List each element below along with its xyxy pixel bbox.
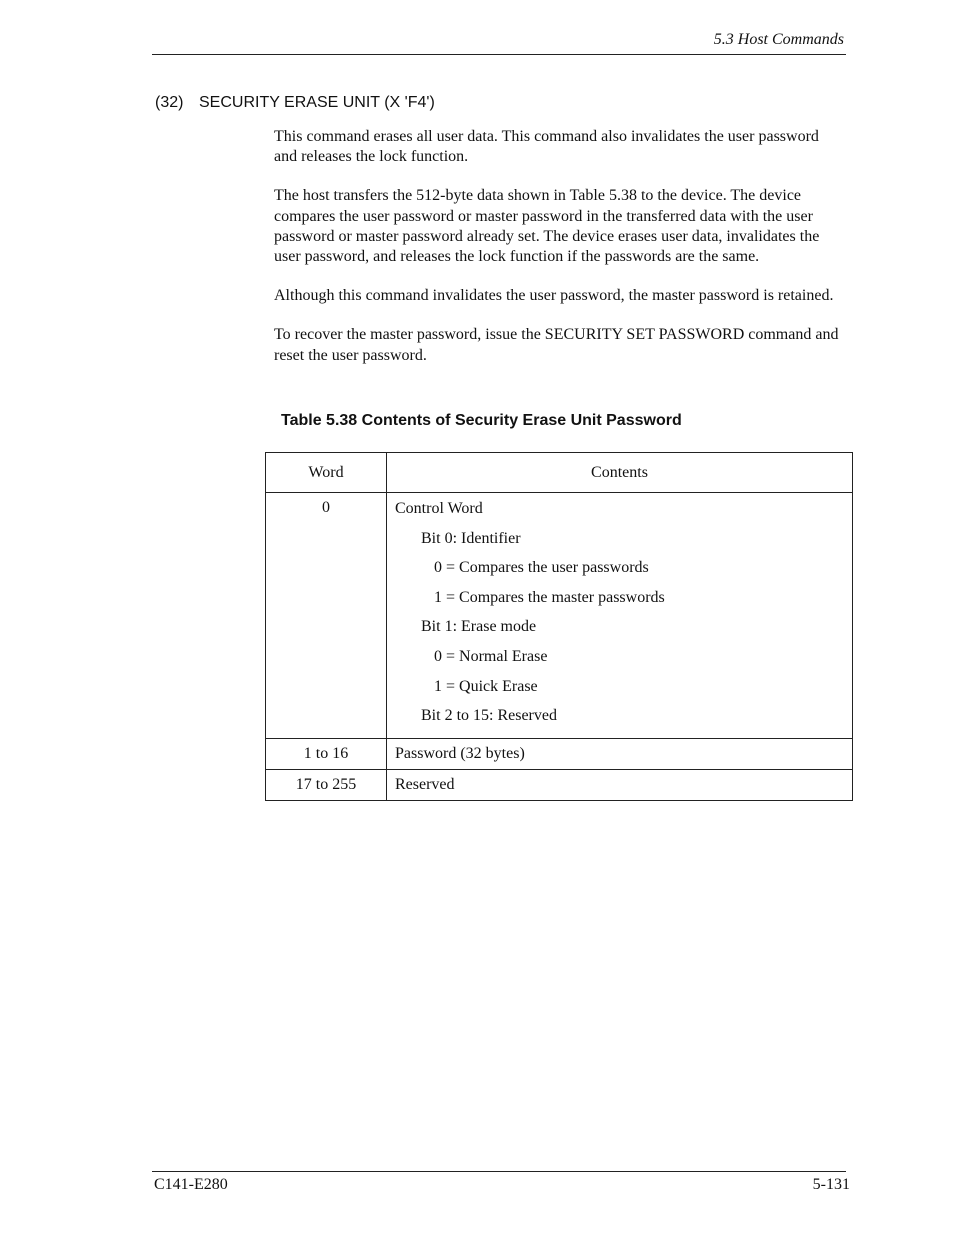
table-row bbox=[266, 738, 853, 769]
column-header-contents: Contents bbox=[387, 453, 853, 493]
paragraph: This command erases all user data. This command also invalidates the user password and releases the lock function. bbox=[274, 128, 819, 166]
section-title: SECURITY ERASE UNIT (X 'F4') bbox=[199, 94, 435, 111]
table-row bbox=[266, 769, 853, 800]
column-header-word: Word bbox=[266, 453, 387, 493]
table-caption: Table 5.38 Contents of Security Erase Unit Password bbox=[281, 412, 682, 429]
password-contents-table bbox=[265, 452, 853, 801]
contents-cell: Password (32 bytes) bbox=[387, 738, 853, 769]
paragraph: The host transfers the 512-byte data shown in Table 5.38 to the device. The device compares the user password or master password in the transferred data with the user password or master password already set. The device erases user data, invalidates the user password, and releases the lock function if the passwords are the same. bbox=[274, 187, 820, 266]
paragraph: Although this command invalidates the user password, the master password is retained. bbox=[274, 287, 834, 305]
section-number: (32) bbox=[155, 94, 184, 111]
contents-cell bbox=[387, 493, 853, 739]
body-text bbox=[274, 127, 844, 385]
content-line: Bit 1: Erase mode bbox=[421, 618, 537, 636]
content-line: 0 = Compares the user passwords bbox=[434, 559, 649, 577]
page-number: 5-131 bbox=[812, 1176, 850, 1193]
word-cell: 0 bbox=[266, 493, 387, 739]
paragraph: To recover the master password, issue the SECURITY SET PASSWORD command and reset the user password. bbox=[274, 326, 839, 364]
content-line: Bit 0: Identifier bbox=[421, 529, 521, 547]
document-id: C141-E280 bbox=[154, 1176, 228, 1193]
content-line: 1 = Compares the master passwords bbox=[434, 588, 665, 606]
word-cell: 17 to 255 bbox=[266, 769, 387, 800]
section-heading bbox=[155, 94, 435, 112]
contents-cell: Reserved bbox=[387, 769, 853, 800]
word-cell: 1 to 16 bbox=[266, 738, 387, 769]
running-header: 5.3 Host Commands bbox=[713, 31, 844, 48]
table-header-row bbox=[266, 453, 853, 493]
table-row bbox=[266, 493, 853, 739]
content-line: 1 = Quick Erase bbox=[434, 677, 538, 695]
header-rule bbox=[152, 54, 846, 55]
content-line: Bit 2 to 15: Reserved bbox=[421, 707, 557, 725]
content-line: Control Word bbox=[395, 500, 483, 517]
content-line: 0 = Normal Erase bbox=[434, 647, 548, 665]
footer-rule bbox=[152, 1171, 846, 1172]
